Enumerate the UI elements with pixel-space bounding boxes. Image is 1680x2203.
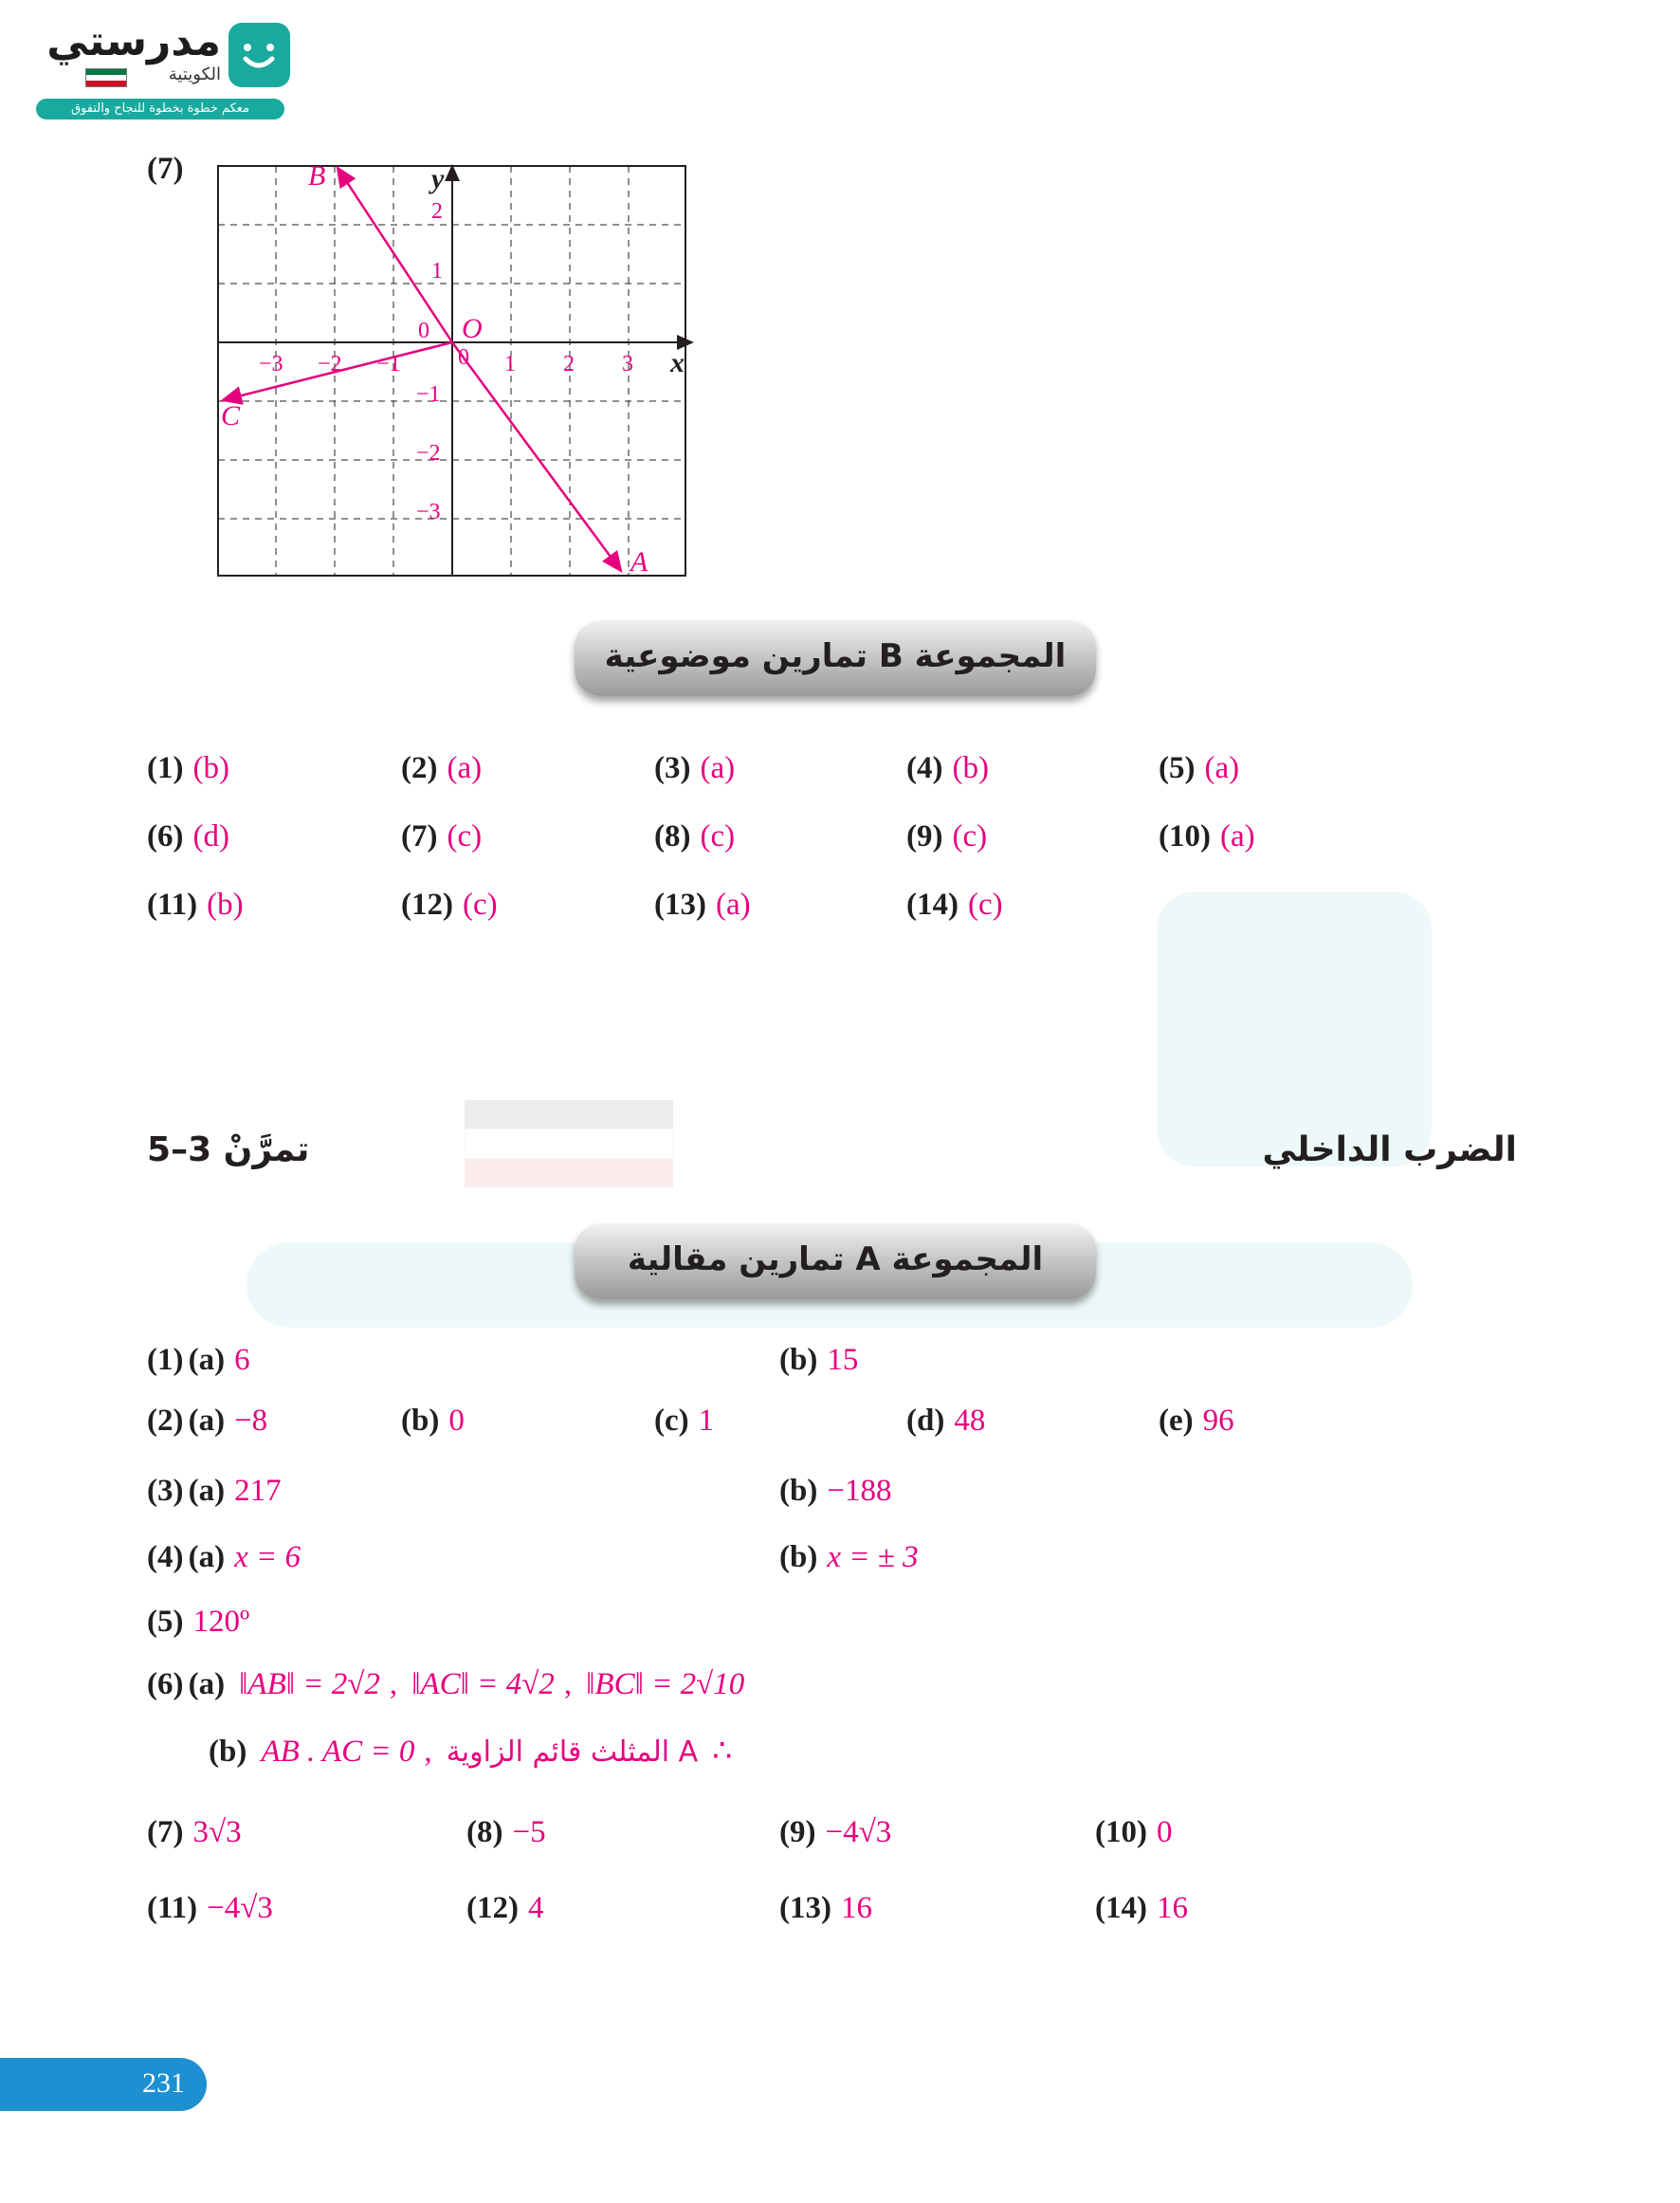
answer-item: (3) (a) bbox=[654, 751, 736, 785]
point-c-label: C bbox=[221, 400, 241, 431]
kuwait-flag-icon bbox=[85, 68, 127, 87]
answer-item: (13) (a) bbox=[654, 888, 751, 922]
answer-item: (9) −4√3 bbox=[779, 1815, 892, 1849]
logo-subtitle: الكويتية bbox=[168, 64, 221, 84]
answer-item: (b) −188 bbox=[779, 1474, 892, 1508]
group-b-row bbox=[0, 819, 1680, 867]
answer-item: (2) (a) bbox=[401, 751, 483, 785]
answer-item: (14) (c) bbox=[906, 888, 1003, 922]
logo-tagline: معكم خطوة بخطوة للنجاح والتفوق bbox=[36, 99, 284, 119]
q11-row bbox=[0, 1891, 1680, 1938]
logo bbox=[36, 17, 292, 121]
dot-product: AB . AC = 0 bbox=[261, 1735, 415, 1769]
q6b-row bbox=[0, 1732, 1680, 1779]
answer-item: (d) 48 bbox=[906, 1404, 986, 1438]
y-tick: 2 bbox=[431, 199, 443, 224]
y-axis-label: y bbox=[431, 163, 445, 194]
y-tick: 1 bbox=[431, 259, 443, 284]
answer-item: (10) (a) bbox=[1159, 819, 1255, 854]
x-tick: 1 bbox=[504, 352, 516, 376]
x-tick: 3 bbox=[622, 352, 633, 376]
group-b-title: المجموعة B تمارين موضوعية bbox=[604, 637, 1067, 675]
answer-item: (4) (a) x = 6 bbox=[147, 1540, 301, 1574]
answer-item: (2) (a) −8 bbox=[147, 1404, 268, 1438]
point-b-label: B bbox=[308, 161, 326, 192]
coordinate-graph bbox=[213, 161, 702, 588]
answer-item: (14) 16 bbox=[1095, 1891, 1188, 1925]
answer-item: (3) (a) 217 bbox=[147, 1474, 282, 1508]
answer-item: (8) (c) bbox=[654, 819, 736, 854]
group-a-title: المجموعة A تمارين مقالية bbox=[627, 1240, 1044, 1278]
answer-item: (5) 120º bbox=[147, 1605, 250, 1639]
group-b-banner bbox=[575, 620, 1096, 696]
norm-ac: ‖AC‖ = 4√2 bbox=[411, 1667, 555, 1701]
page-number-tab bbox=[0, 2058, 207, 2111]
answer-item: (11) −4√3 bbox=[147, 1891, 273, 1925]
smile-icon bbox=[228, 23, 290, 87]
answer-item: (10) 0 bbox=[1095, 1815, 1173, 1849]
q6a-row bbox=[0, 1667, 1680, 1715]
answer-item: (b) 0 bbox=[401, 1404, 465, 1438]
answer-item: (4) (b) bbox=[906, 751, 989, 785]
y-tick: −1 bbox=[416, 382, 441, 407]
point-a-label: A bbox=[630, 546, 648, 578]
answer-item: (b) x = ± 3 bbox=[779, 1540, 919, 1574]
logo-title: مدرستي bbox=[46, 17, 221, 65]
exercise-heading: تمرَّنْ 3–5 bbox=[147, 1130, 310, 1169]
answer-item: (6) (a) ‖AB‖ = 2√2 , ‖AC‖ = 4√2 , ‖BC‖ = 2√10 bbox=[147, 1667, 745, 1701]
answer-item: (9) (c) bbox=[906, 819, 988, 854]
q1-row bbox=[0, 1343, 1680, 1390]
answer-item: (11) (b) bbox=[147, 888, 244, 922]
answer-item: (6) (d) bbox=[147, 819, 229, 854]
answer-item: (7) 3√3 bbox=[147, 1815, 242, 1849]
answer-item: (1) (a) 6 bbox=[147, 1343, 250, 1377]
answer-item: (c) 1 bbox=[654, 1404, 715, 1438]
page-number: 231 bbox=[142, 2067, 185, 2099]
x-tick: 2 bbox=[563, 352, 575, 376]
topic-heading: الضرب الداخلي bbox=[1262, 1130, 1517, 1169]
x-axis-label: x bbox=[670, 347, 685, 378]
right-triangle-text: المثلث قائم الزاوية A bbox=[446, 1735, 699, 1769]
y-tick: −3 bbox=[416, 500, 441, 524]
graph-label: (7) bbox=[147, 152, 184, 186]
origin-label: O bbox=[462, 313, 483, 344]
q5-row bbox=[0, 1605, 1680, 1652]
answer-item: (8) −5 bbox=[466, 1815, 546, 1849]
answer-item: (b) AB . AC = 0 , المثلث قائم الزاوية A ∴ bbox=[209, 1735, 733, 1769]
x-tick: −3 bbox=[259, 352, 283, 376]
answer-item: (1) (b) bbox=[147, 751, 229, 785]
therefore-icon: ∴ bbox=[712, 1735, 733, 1769]
answer-item: (13) 16 bbox=[779, 1891, 872, 1925]
q2-row bbox=[0, 1404, 1680, 1451]
q7-row bbox=[0, 1815, 1680, 1863]
answer-item: (12) 4 bbox=[466, 1891, 544, 1925]
logo-mark-icon bbox=[228, 23, 290, 87]
norm-bc: ‖BC‖ = 2√10 bbox=[586, 1667, 745, 1701]
zero-y-label: 0 bbox=[418, 319, 429, 343]
answer-item: (5) (a) bbox=[1159, 751, 1240, 785]
x-tick: −2 bbox=[318, 352, 342, 376]
q3-row bbox=[0, 1474, 1680, 1521]
answer-item: (b) 15 bbox=[779, 1343, 859, 1377]
answer-item: (e) 96 bbox=[1159, 1404, 1234, 1438]
norm-ab: ‖AB‖ = 2√2 bbox=[239, 1667, 380, 1701]
zero-x-label: 0 bbox=[458, 345, 469, 370]
x-tick: −1 bbox=[376, 352, 401, 376]
watermark-flag-icon bbox=[465, 1100, 673, 1185]
y-tick: −2 bbox=[416, 441, 441, 466]
group-a-banner bbox=[575, 1223, 1096, 1299]
group-b-row bbox=[0, 888, 1680, 935]
answer-item: (7) (c) bbox=[401, 819, 483, 854]
q4-row bbox=[0, 1540, 1680, 1588]
group-b-row bbox=[0, 751, 1680, 799]
answer-item: (12) (c) bbox=[401, 888, 498, 922]
vector-oa bbox=[452, 342, 621, 571]
